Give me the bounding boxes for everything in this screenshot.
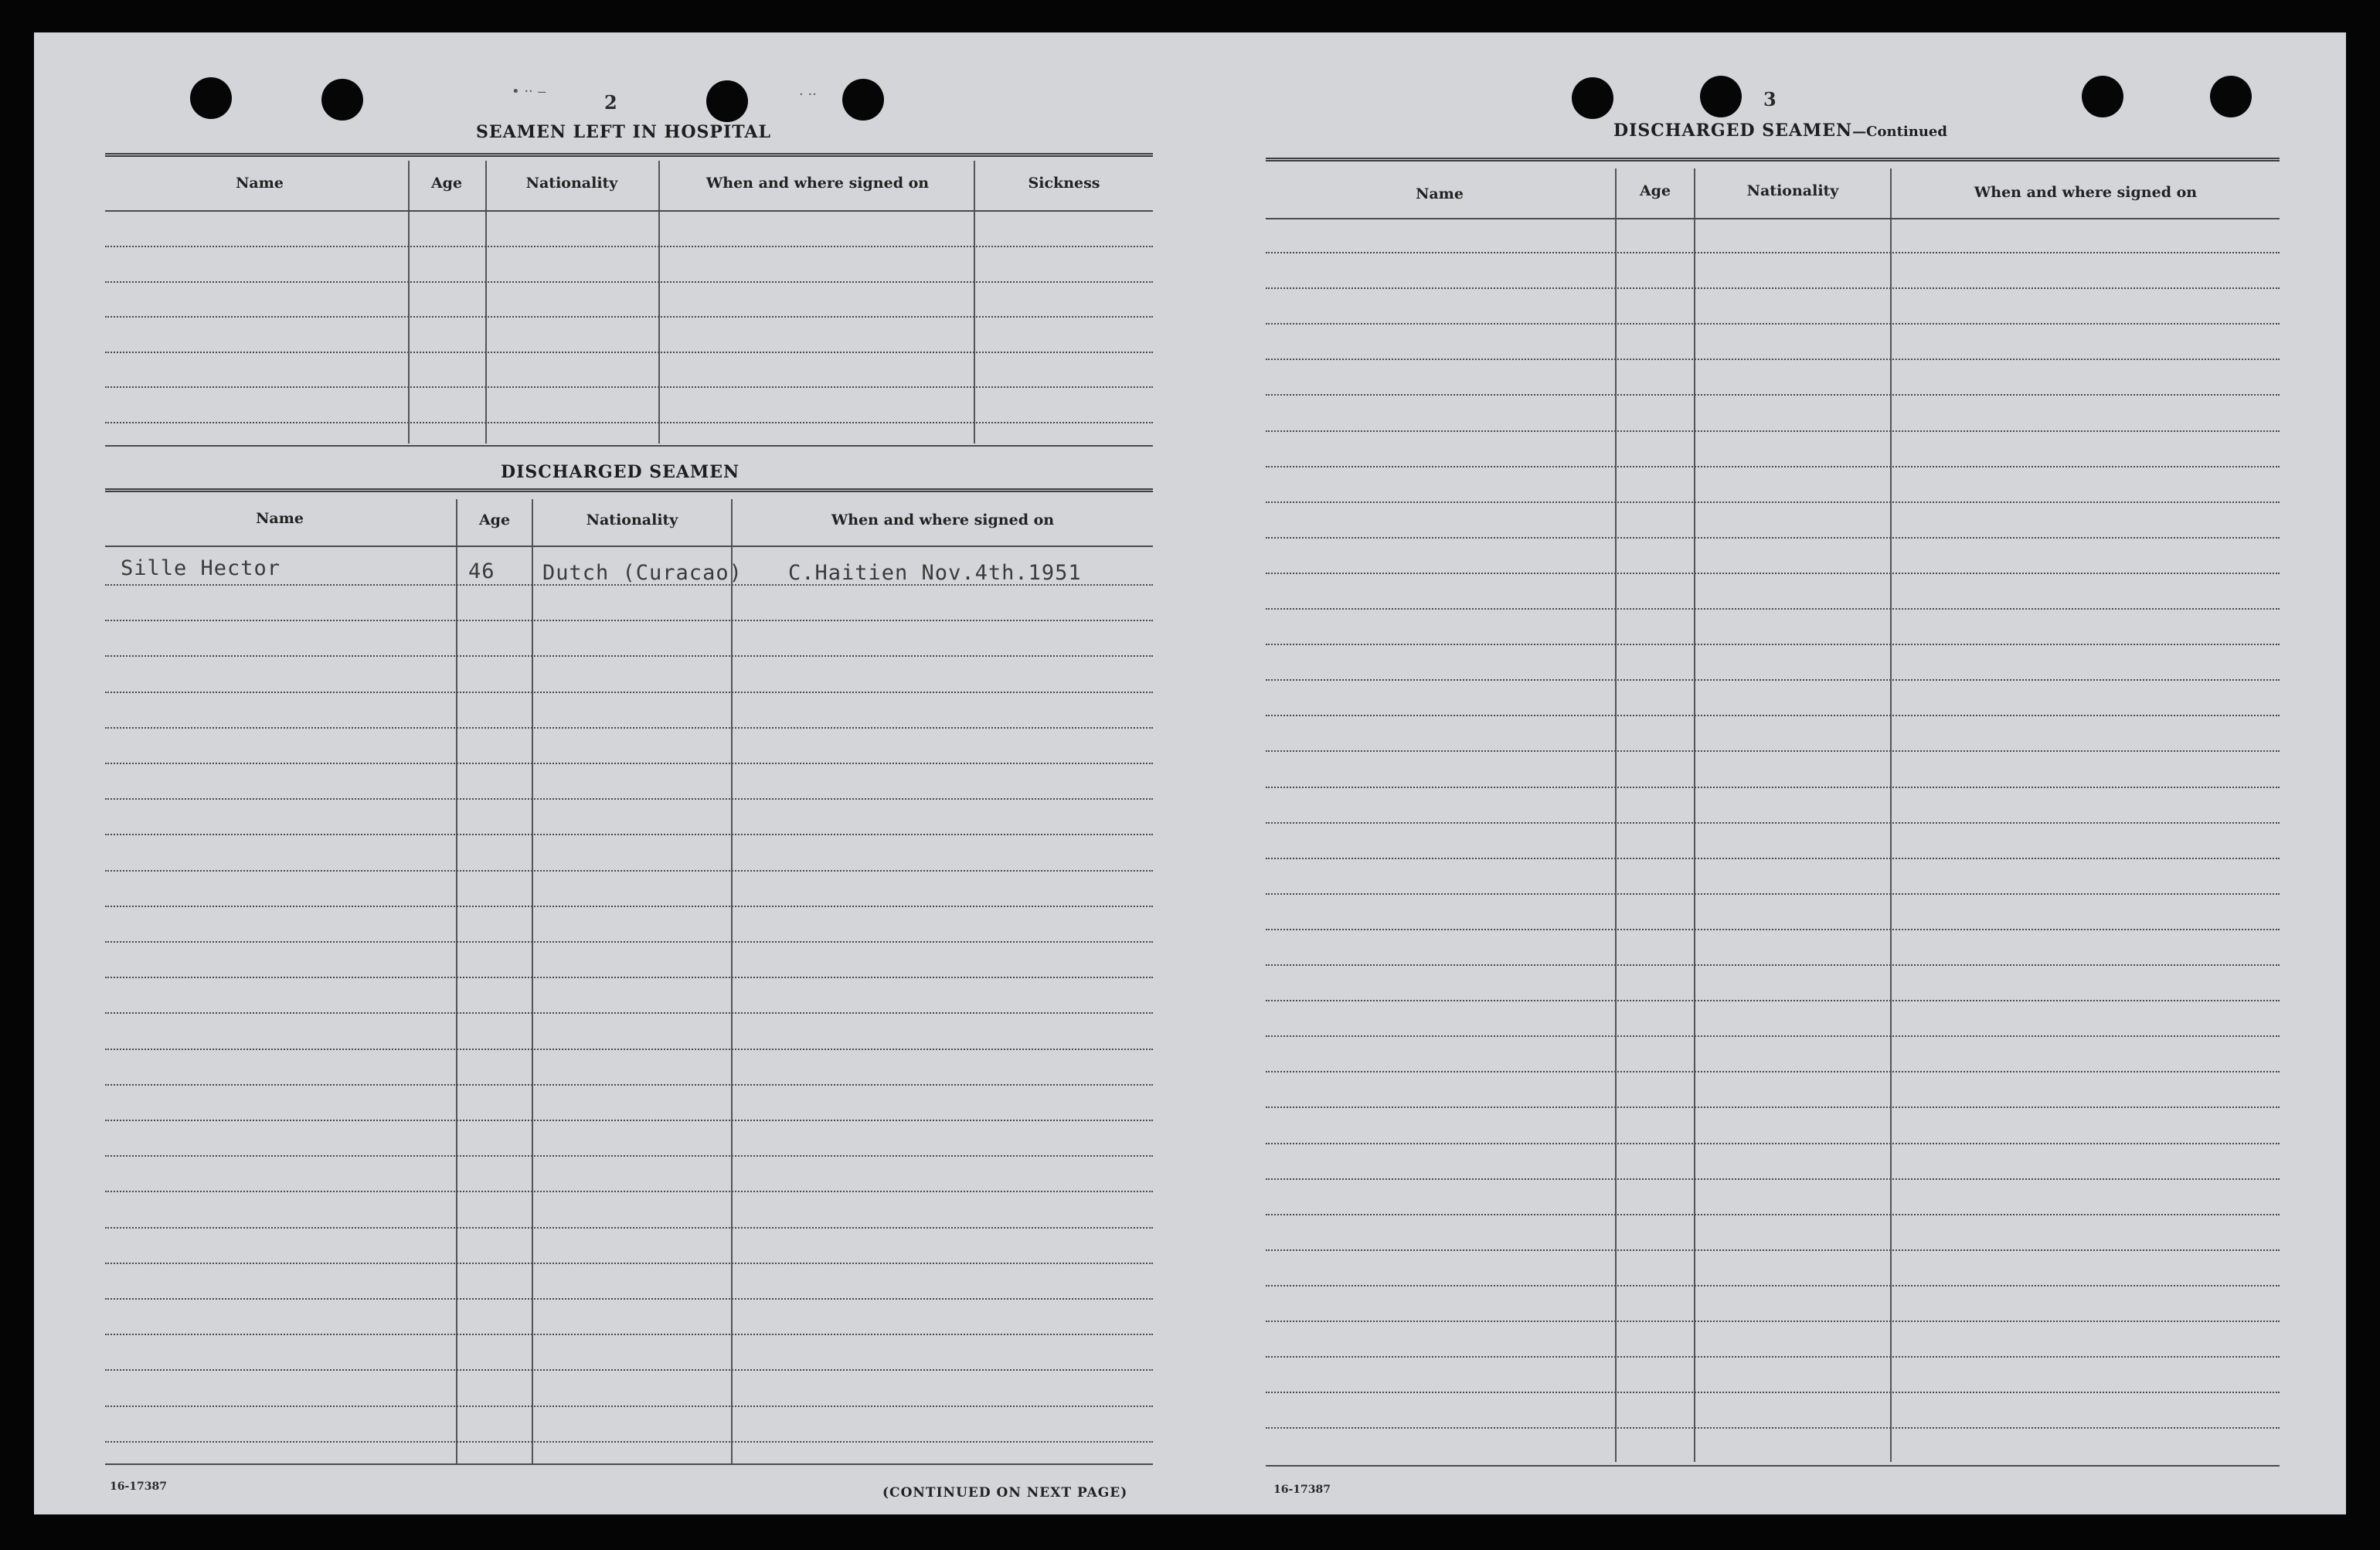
- punch-hole: [1700, 76, 1742, 117]
- row-line: [105, 246, 1153, 247]
- row-line: [105, 798, 1153, 800]
- column-separator: [1615, 168, 1617, 1462]
- row-line: [1266, 715, 2280, 716]
- row-line: [1266, 750, 2280, 752]
- row-line: [1266, 1392, 2280, 1393]
- divider: [105, 153, 1153, 159]
- punch-hole: [321, 79, 363, 121]
- continued-footer: (CONTINUED ON NEXT PAGE): [882, 1485, 1128, 1501]
- row-line: [1266, 501, 2280, 503]
- row-line: [105, 727, 1153, 729]
- row-line: [1266, 1249, 2280, 1251]
- row-line: [1266, 252, 2280, 253]
- row-line: [1266, 964, 2280, 966]
- header-underline: [1266, 218, 2280, 219]
- row-line: [105, 352, 1153, 353]
- row-line: [1266, 466, 2280, 467]
- row-line: [1266, 359, 2280, 360]
- hospital-section-title: SEAMEN LEFT IN HOSPITAL: [476, 122, 771, 142]
- paper-mark: · ··: [799, 87, 817, 103]
- right-title-main: DISCHARGED SEAMEN: [1613, 121, 1853, 141]
- column-separator: [731, 499, 733, 1463]
- seaman-nationality: Dutch (Curacao): [542, 561, 743, 585]
- row-line: [105, 763, 1153, 764]
- row-line: [1266, 1214, 2280, 1215]
- right-title-suffix: —Continued: [1852, 124, 1947, 140]
- row-line: [105, 1049, 1153, 1050]
- column-separator: [974, 161, 975, 444]
- row-line: [1266, 287, 2280, 289]
- seaman-name: Sille Hector: [121, 556, 281, 580]
- col-header-age: Age: [430, 175, 463, 192]
- row-line: [1266, 1143, 2280, 1144]
- page-number-left: 2: [604, 91, 617, 114]
- page-number-right: 3: [1763, 88, 1776, 110]
- column-separator: [658, 161, 660, 444]
- row-line: [1266, 323, 2280, 325]
- divider: [1266, 158, 2280, 164]
- row-line: [1266, 1106, 2280, 1108]
- column-separator: [456, 499, 457, 1463]
- col-header-nationality: Nationality: [1746, 182, 1839, 199]
- document-sheet: [34, 32, 2346, 1514]
- row-line: [105, 1406, 1153, 1407]
- col-header-signed-on: When and where signed on: [706, 175, 930, 192]
- form-number-right: 16-17387: [1273, 1484, 1331, 1496]
- row-line: [1266, 1000, 2280, 1001]
- row-line: [1266, 787, 2280, 788]
- row-line: [1266, 1321, 2280, 1322]
- row-line: [105, 977, 1153, 978]
- row-line: [1266, 394, 2280, 396]
- row-line: [1266, 608, 2280, 610]
- column-separator: [408, 161, 410, 444]
- col-header-nationality: Nationality: [525, 175, 618, 192]
- row-line: [105, 1227, 1153, 1229]
- punch-hole: [842, 79, 884, 121]
- col-header-age: Age: [1639, 182, 1671, 199]
- row-line: [1266, 1285, 2280, 1287]
- row-line: [1266, 430, 2280, 432]
- form-number-left: 16-17387: [110, 1480, 167, 1493]
- row-line: [1266, 1071, 2280, 1072]
- row-line: [105, 1334, 1153, 1335]
- row-line: [105, 1155, 1153, 1157]
- row-line: [105, 1191, 1153, 1192]
- divider: [1266, 1465, 2280, 1467]
- row-line: [105, 834, 1153, 835]
- row-line: [105, 1012, 1153, 1014]
- row-line: [1266, 679, 2280, 681]
- punch-hole: [706, 80, 748, 122]
- row-line: [105, 906, 1153, 907]
- row-line: [105, 620, 1153, 621]
- col-header-name: Name: [1416, 185, 1464, 202]
- row-line: [105, 1263, 1153, 1264]
- punch-hole: [2082, 76, 2123, 117]
- row-line: [1266, 929, 2280, 930]
- row-line: [105, 692, 1153, 693]
- row-line: [1266, 1427, 2280, 1429]
- punch-hole: [2210, 76, 2252, 117]
- row-line: [105, 941, 1153, 943]
- row-line: [105, 1369, 1153, 1371]
- row-line: [1266, 858, 2280, 859]
- column-separator: [485, 161, 487, 444]
- seaman-age: 46: [468, 559, 495, 583]
- row-line: [105, 386, 1153, 388]
- col-header-nationality: Nationality: [586, 512, 678, 529]
- column-separator: [1890, 168, 1892, 1462]
- column-separator: [1694, 168, 1695, 1462]
- punch-hole: [190, 77, 232, 119]
- row-line: [105, 1441, 1153, 1443]
- right-section-title: [1613, 121, 1947, 141]
- punch-hole: [1572, 77, 1613, 119]
- divider: [105, 1463, 1153, 1465]
- row-line: [105, 422, 1153, 423]
- divider: [105, 488, 1153, 495]
- column-separator: [532, 499, 533, 1463]
- row-line: [1266, 893, 2280, 895]
- row-line: [1266, 1178, 2280, 1180]
- row-line: [1266, 822, 2280, 824]
- row-line: [1266, 644, 2280, 645]
- row-line: [105, 281, 1153, 283]
- row-line: [105, 655, 1153, 657]
- divider: [105, 445, 1153, 447]
- row-line: [1266, 573, 2280, 574]
- seaman-signed-on: C.Haitien Nov.4th.1951: [788, 561, 1082, 585]
- row-line: [105, 870, 1153, 872]
- col-header-signed-on: When and where signed on: [1974, 184, 2198, 201]
- col-header-age: Age: [478, 512, 511, 529]
- col-header-name: Name: [236, 175, 284, 192]
- col-header-signed-on: When and where signed on: [831, 512, 1055, 529]
- header-underline: [105, 546, 1153, 547]
- row-line: [1266, 1035, 2280, 1037]
- row-line: [105, 316, 1153, 318]
- col-header-sickness: Sickness: [1028, 175, 1100, 192]
- header-underline: [105, 210, 1153, 212]
- row-line: [1266, 1356, 2280, 1358]
- row-line: [1266, 537, 2280, 539]
- row-line: [105, 1084, 1153, 1086]
- row-line: [105, 1120, 1153, 1121]
- row-line: [105, 1298, 1153, 1300]
- discharged-section-title: DISCHARGED SEAMEN: [501, 462, 740, 482]
- paper-mark: • ·· ‒: [512, 83, 546, 100]
- col-header-name: Name: [256, 510, 304, 527]
